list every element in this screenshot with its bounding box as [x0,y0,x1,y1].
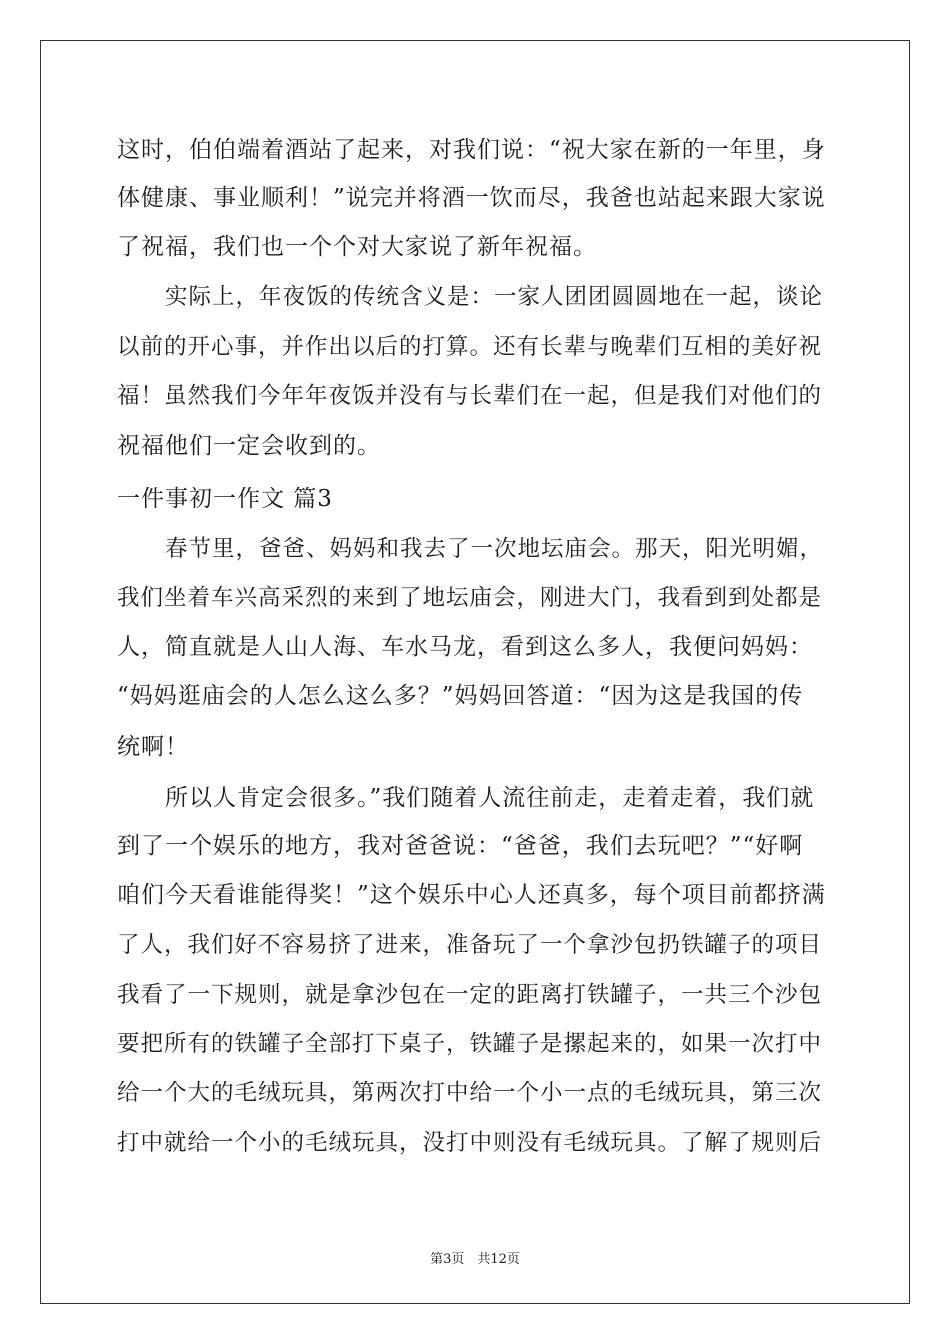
body-text-line: “妈妈逛庙会的人怎么这么多？”妈妈回答道：“因为这是我国的传 [117,683,804,709]
body-text-line: 给一个大的毛绒玩具，第两次打中给一个小一点的毛绒玩具，第三次 [117,1080,823,1106]
body-text-line: 到了一个娱乐的地方，我对爸爸说：“爸爸，我们去玩吧？”“好啊 [117,833,804,859]
body-text-line: 体健康、事业顺利！”说完并将酒一饮而尽，我爸也站起来跟大家说 [117,185,826,211]
body-text-line: 福！虽然我们今年年夜饭并没有与长辈们在一起，但是我们对他们的 [117,383,823,409]
body-text-line: 要把所有的铁罐子全部打下桌子，铁罐子是摞起来的，如果一次打中 [117,1031,823,1057]
body-text-line: 所以人肯定会很多。”我们随着人流往前走，走着走着，我们就 [165,785,815,811]
body-text-line: 人，简直就是人山人海、车水马龙，看到这么多人，我便问妈妈： [117,634,813,660]
page-number-footer: 第3页 共12页 [430,1252,520,1267]
body-text-line: 以前的开心事，并作出以后的打算。还有长辈与晚辈们互相的美好祝 [117,334,823,360]
section-heading: 一件事初一作文 篇3 [117,486,333,512]
body-text-line: 咱们今天看谁能得奖！”这个娱乐中心人还真多，每个项目前都挤满 [117,882,826,908]
body-text-line: 统啊！ [117,734,189,760]
body-text-line: 打中就给一个小的毛绒玩具，没打中则没有毛绒玩具。了解了规则后 [117,1130,823,1156]
body-text-line: 春节里，爸爸、妈妈和我去了一次地坛庙会。那天，阳光明媚， [165,536,824,562]
body-text-line: 这时，伯伯端着酒站了起来，对我们说：“祝大家在新的一年里，身 [117,137,826,163]
body-text-line: 我看了一下规则，就是拿沙包在一定的距离打铁罐子，一共三个沙包 [117,982,823,1008]
body-text-line: 我们坐着车兴高采烈的来到了地坛庙会，刚进大门，我看到到处都是 [117,585,823,611]
body-text-line: 实际上，年夜饭的传统含义是：一家人团团圆圆地在一起，谈论 [165,284,824,310]
body-text-line: 了人，我们好不容易挤了进来，准备玩了一个拿沙包扔铁罐子的项目 [117,932,823,958]
body-text-line: 了祝福，我们也一个个对大家说了新年祝福。 [117,234,597,260]
page-border [40,40,910,1304]
body-text-line: 祝福他们一定会收到的。 [117,433,381,459]
